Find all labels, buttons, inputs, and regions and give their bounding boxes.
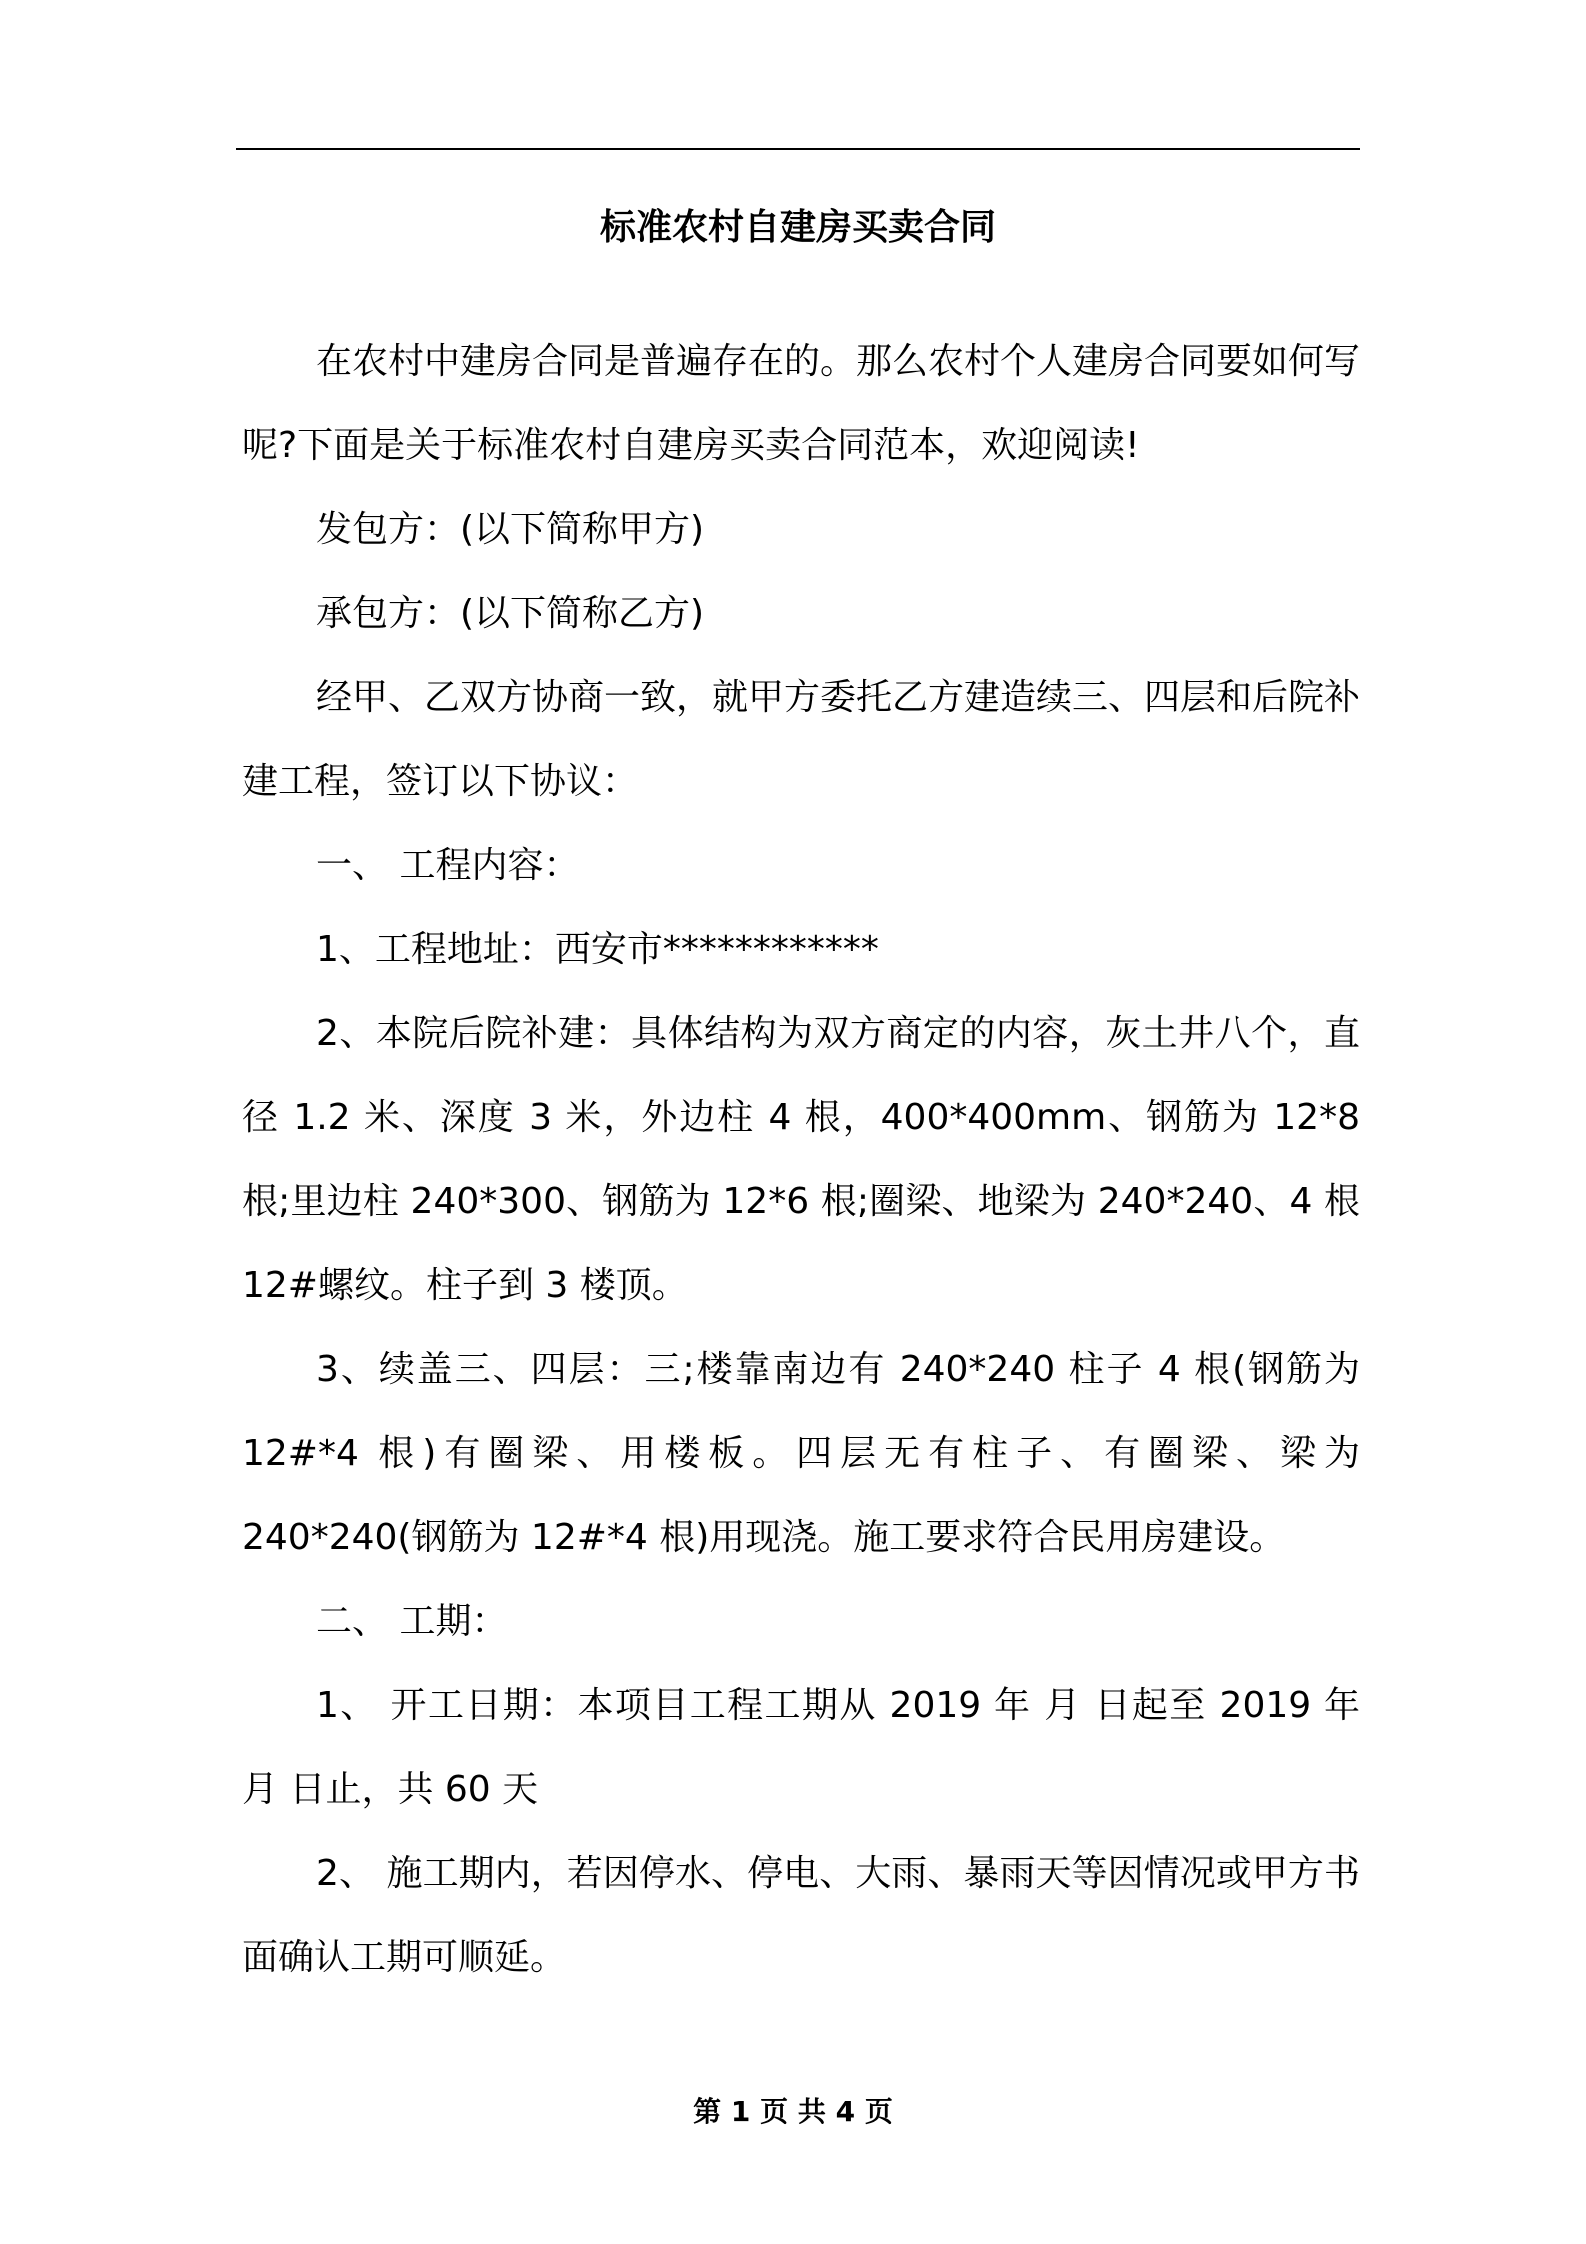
page-indicator: 第 1 页 共 4 页	[693, 2095, 893, 2128]
document-body	[242, 320, 1360, 2000]
section-heading-scope: 一、 工程内容：	[316, 845, 580, 886]
clause-floors: 3、续盖三、四层：三;楼靠南边有 240*240 柱子 4 根(钢筋为 12#*4 根)有圈梁、用楼板。四层无有柱子、有圈梁、梁为 240*240(钢筋为 12#*4 根)用现浇。施工要求符合民用房建设。	[242, 1349, 1360, 1558]
clause-backyard-build: 2、本院后院补建：具体结构为双方商定的内容，灰土井八个，直径 1.2 米、深度 3 米，外边柱 4 根，400*400mm、钢筋为 12*8 根;里边柱 240*300、钢筋为 12*6 根;圈梁、地梁为 240*240、4 根 12#螺纹。柱子到 3 楼顶。	[242, 1013, 1360, 1306]
contractor-line: 承包方：(以下简称乙方)	[316, 593, 705, 634]
section-heading-schedule: 二、 工期：	[316, 1601, 508, 1642]
intro-paragraph: 在农村中建房合同是普遍存在的。那么农村个人建房合同要如何写呢?下面是关于标准农村自建房买卖合同范本，欢迎阅读!	[242, 341, 1361, 466]
agreement-paragraph: 经甲、乙双方协商一致，就甲方委托乙方建造续三、四层和后院补建工程，签订以下协议：	[242, 677, 1361, 802]
clause-address: 1、工程地址：西安市************	[316, 929, 879, 970]
header-rule	[236, 148, 1360, 150]
clause-extension: 2、 施工期内，若因停水、停电、大雨、暴雨天等因情况或甲方书面确认工期可顺延。	[242, 1853, 1360, 1978]
clause-start-date: 1、 开工日期：本项目工程工期从 2019 年 月 日起至 2019 年 月 日止，共 60 天	[242, 1685, 1360, 1810]
document-title: 标准农村自建房买卖合同	[599, 207, 996, 248]
employer-line: 发包方：(以下简称甲方)	[316, 509, 705, 550]
